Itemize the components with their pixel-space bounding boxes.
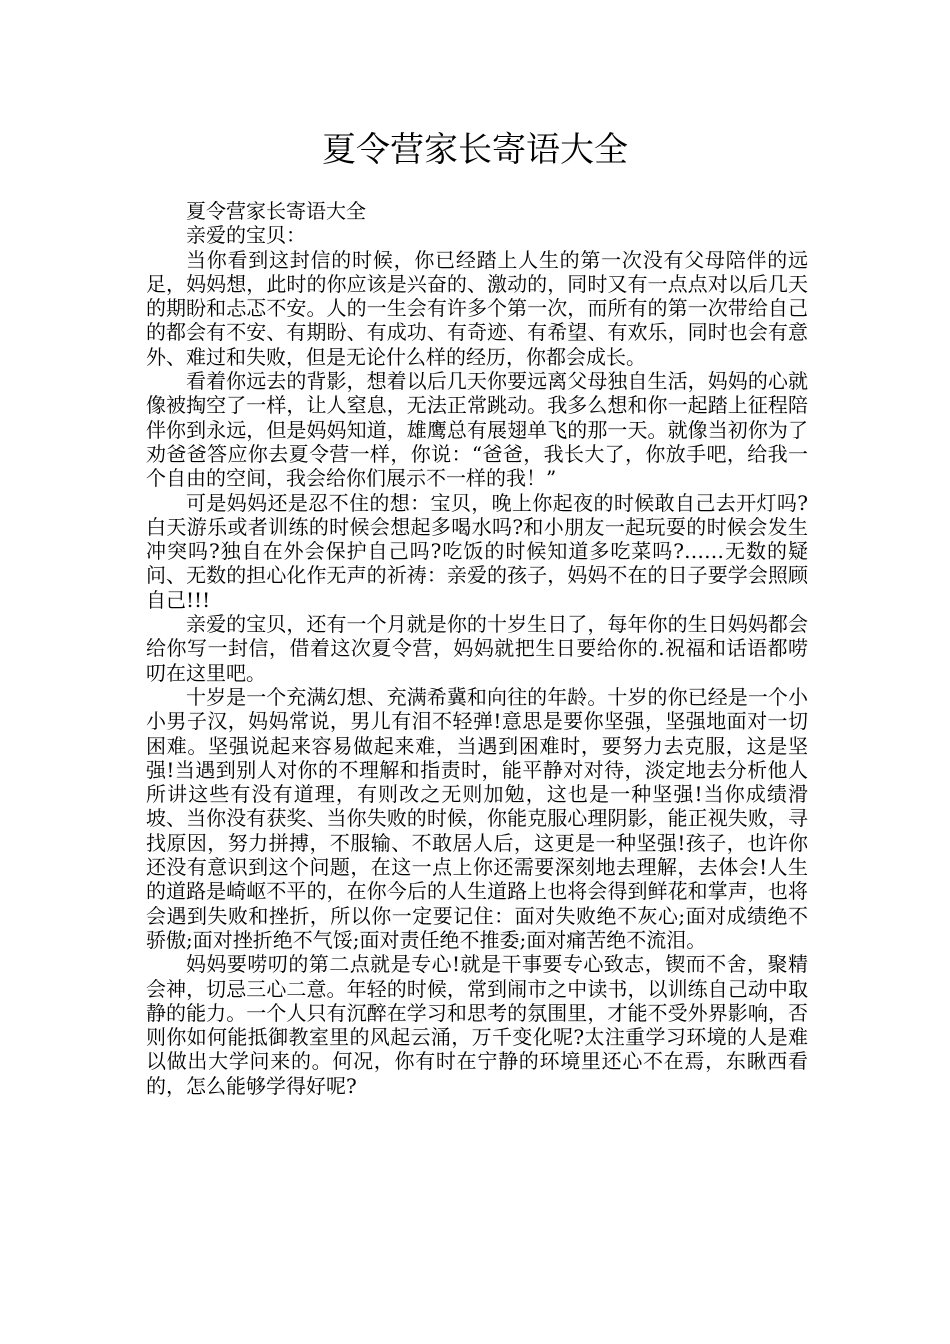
paragraph: 看着你远去的背影，想着以后几天你要远离父母独自生活，妈妈的心就像被掏空了一样，让人窒息，无法正常跳动。我多么想和你一起踏上征程陪伴你到永远，但是妈妈知道，雄鹰总有展翅单飞的那一天。就像当初你为了劝爸爸答应你去夏令营一样，你说：“爸爸，我长大了，你放手吧，给我一个自由的空间，我会给你们展示不一样的我！” (146, 369, 808, 491)
salutation: 亲爱的宝贝： (186, 223, 306, 248)
paragraph: 当你看到这封信的时候，你已经踏上人生的第一次没有父母陪伴的远足，妈妈想，此时的你应该是兴奋的、激动的，同时又有一点点对以后几天的期盼和忐忑不安。人的一生会有许多个第一次，而所有的第一次带给自己的都会有不安、有期盼、有成功、有奇迹、有希望、有欢乐，同时也会有意外、难过和失败，但是无论什么样的经历，你都会成长。 (146, 247, 808, 369)
paragraph: 妈妈要唠叨的第二点就是专心!就是干事要专心致志，锲而不舍，聚精会神，切忌三心二意。年轻的时候，常到闹市之中读书，以训练自己动中取静的能力。一个人只有沉醉在学习和思考的氛围里，才能不受外界影响，否则你如何能抵御教室里的风起云涌，万千变化呢?太注重学习环境的人是难以做出大学问来的。何况，你有时在宁静的环境里还心不在焉，东瞅西看的，怎么能够学得好呢? (146, 952, 808, 1098)
subtitle-line: 夏令营家长寄语大全 (186, 199, 366, 223)
paragraph: 十岁是一个充满幻想、充满希冀和向往的年龄。十岁的你已经是一个小小男子汉，妈妈常说，男儿有泪不轻弹!意思是要你坚强，坚强地面对一切困难。坚强说起来容易做起来难，当遇到困难时，要努力去克服，这是坚强!当遇到别人对你的不理解和指责时，能平静对对待，淡定地去分析他人所讲这些有没有道理，有则改之无则加勉，这也是一种坚强!当你成绩滑坡、当你没有获奖、当你失败的时候，你能克服心理阴影，能正视失败，寻找原因，努力拼搏，不服输、不敢居人后，这更是一种坚强!孩子，也许你还没有意识到这个问题，在这一点上你还需要深刻地去理解，去体会!人生的道路是崎岖不平的，在你今后的人生道路上也将会得到鲜花和掌声，也将会遇到失败和挫折，所以你一定要记住：面对失败绝不灰心;面对成绩绝不骄傲;面对挫折绝不气馁;面对责任绝不推委;面对痛苦绝不流泪。 (146, 684, 808, 952)
document-title: 夏令营家长寄语大全 (322, 130, 628, 170)
paragraph: 亲爱的宝贝，还有一个月就是你的十岁生日了，每年你的生日妈妈都会给你写一封信，借着这次夏令营，妈妈就把生日要给你的.祝福和话语都唠叨在这里吧。 (146, 612, 808, 685)
document-body (146, 199, 808, 1098)
paragraph: 可是妈妈还是忍不住的想：宝贝，晚上你起夜的时候敢自己去开灯吗?白天游乐或者训练的时候会想起多喝水吗?和小朋友一起玩耍的时候会发生冲突吗?独自在外会保护自己吗?吃饭的时候知道多吃菜吗?……无数的疑问、无数的担心化作无声的祈祷：亲爱的孩子，妈妈不在的日子要学会照顾自己!!! (146, 490, 808, 612)
